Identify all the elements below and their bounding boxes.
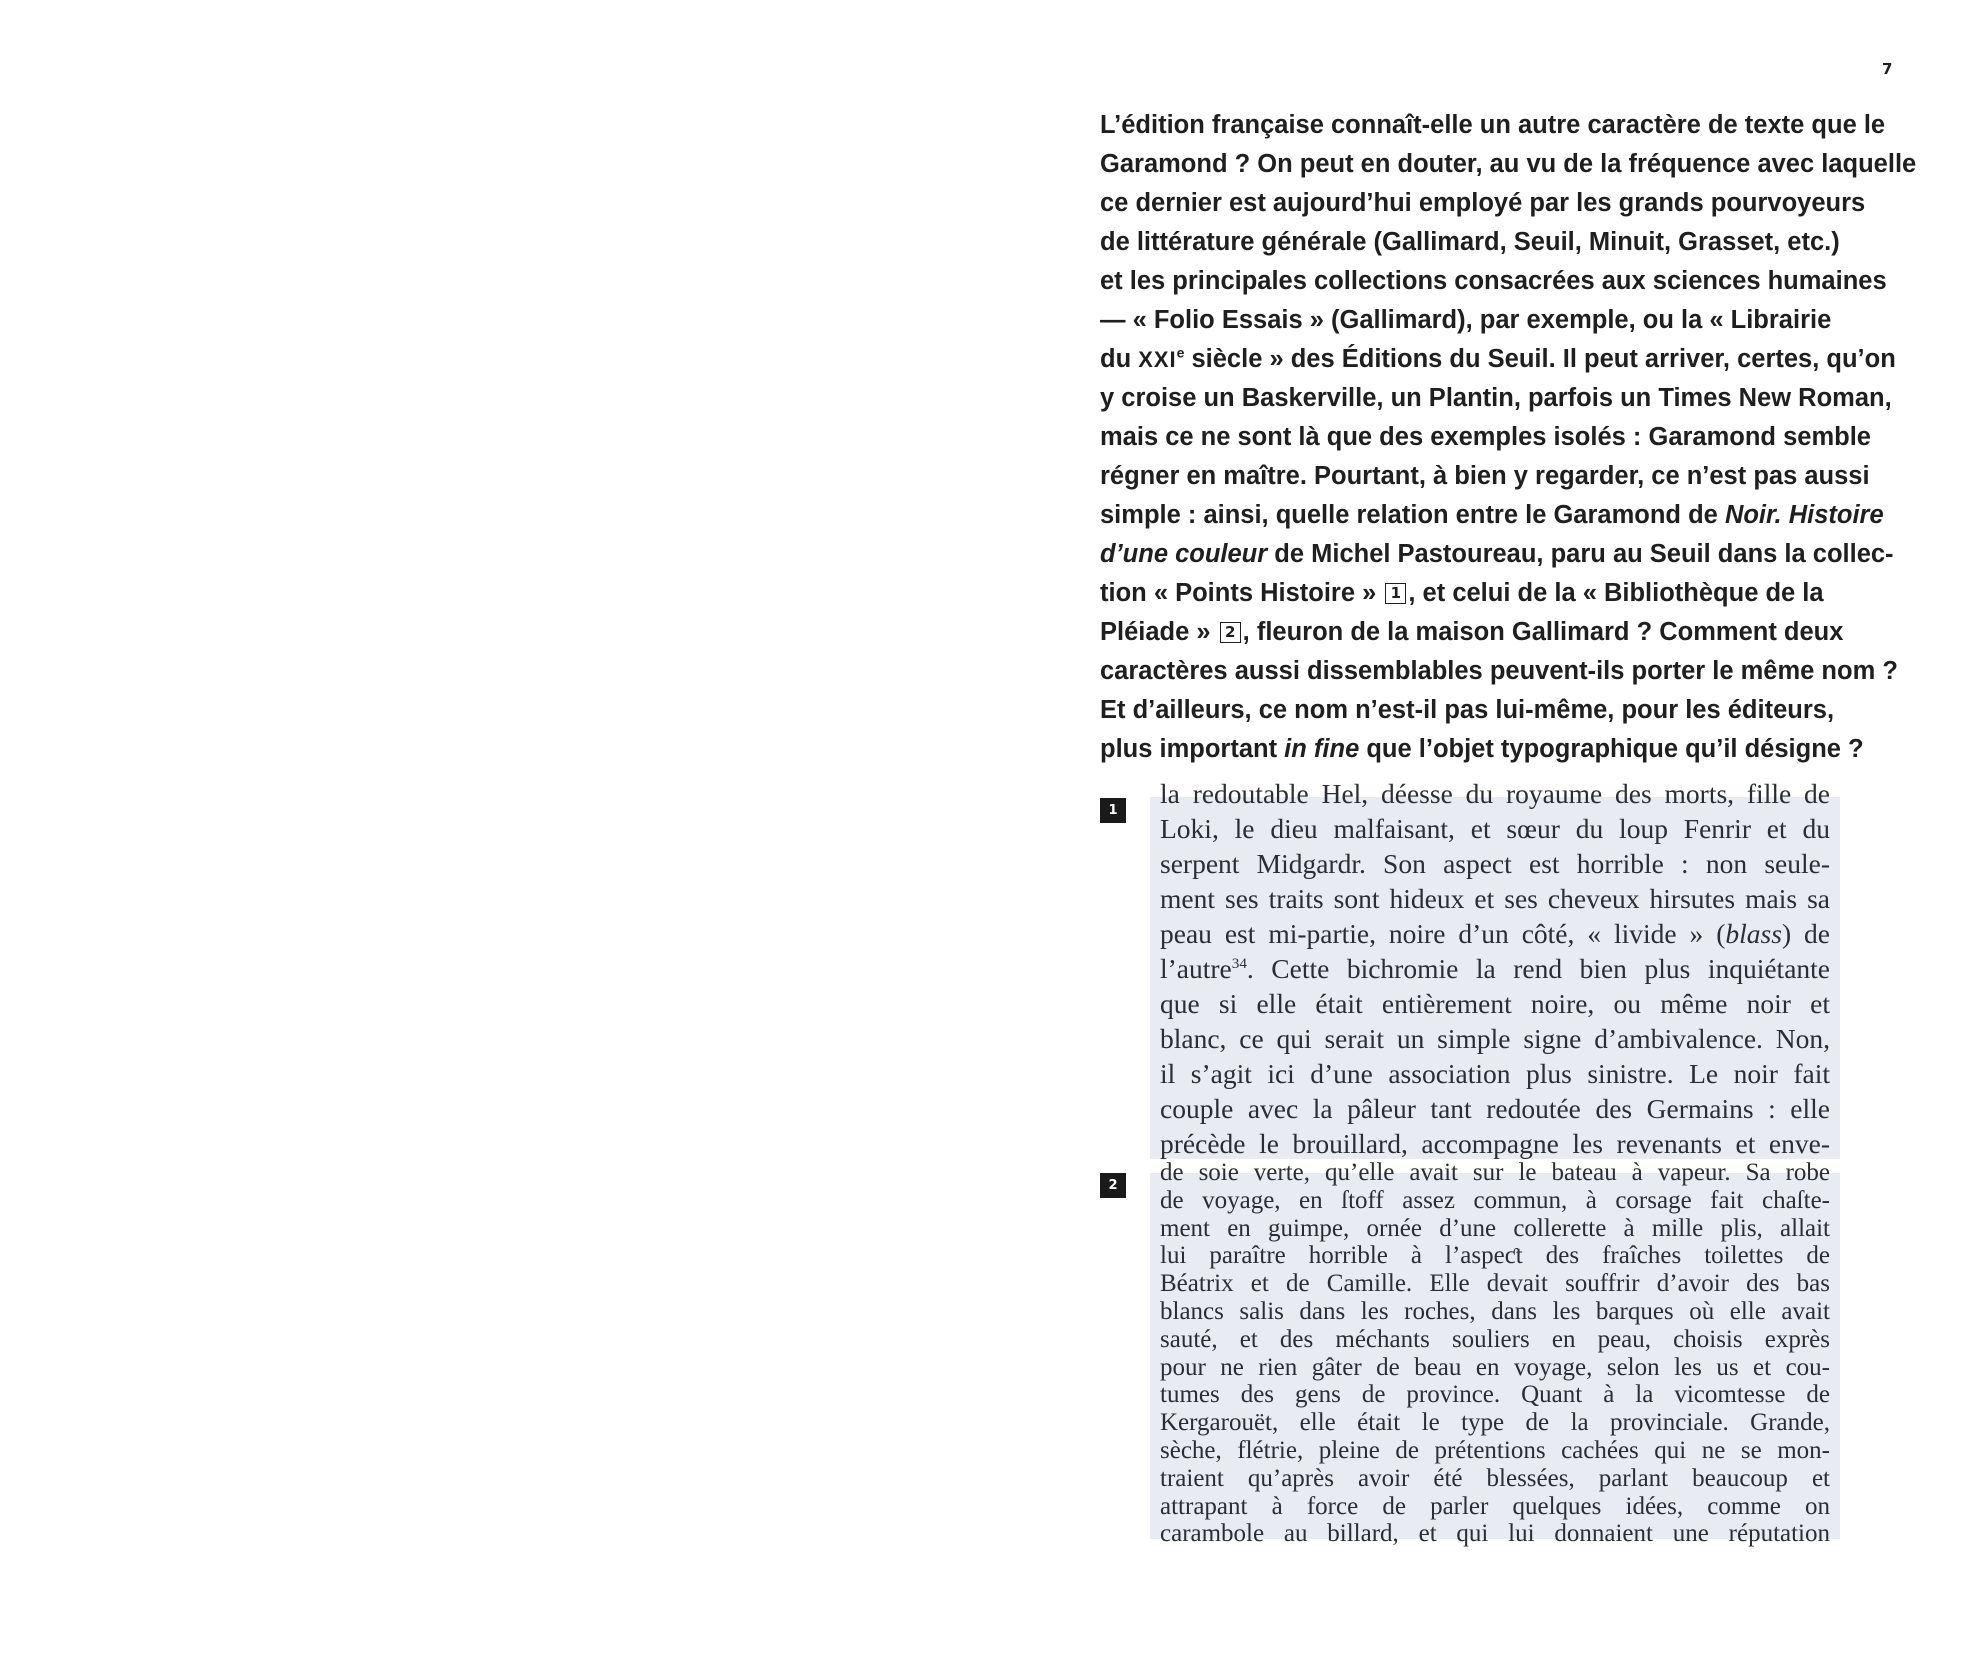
specimen-line: couple avec la pâleur tant redoutée des Germains : elle bbox=[1160, 1093, 1830, 1124]
text-line: Garamond ? On peut en douter, au vu de la fréquence avec laquelle bbox=[1100, 150, 1917, 178]
text-line: plus important in fine que l’objet typographique qu’il désigne ? bbox=[1100, 735, 1864, 763]
superscript: e bbox=[1176, 344, 1185, 361]
specimen-line: peau est mi-partie, noire d’un côté, « livide » (blass) de bbox=[1160, 918, 1830, 949]
specimen-line: sèche, flétrie, pleine de prétentions cachées qui ne se mon- bbox=[1160, 1436, 1830, 1464]
figure-label-1: 1 bbox=[1100, 798, 1126, 823]
specimen-line: que si elle était entièrement noire, ou même noir et bbox=[1160, 988, 1830, 1019]
text-line: mais ce ne sont là que des exemples isolés : Garamond semble bbox=[1100, 423, 1871, 451]
century-numeral: XXI bbox=[1138, 347, 1177, 372]
specimen-image-1 bbox=[1150, 778, 1840, 1159]
text-line: de littérature générale (Gallimard, Seuil, Minuit, Grasset, etc.) bbox=[1100, 228, 1840, 256]
specimen-line: pour ne rien gâter de beau en voyage, selon les us et cou- bbox=[1160, 1353, 1830, 1381]
text-line: ce dernier est aujourd’hui employé par les grands pourvoyeurs bbox=[1100, 189, 1866, 217]
book-title: d’une couleur bbox=[1100, 540, 1268, 568]
specimen-line: de soie verte, qu’elle avait sur le bateau à vapeur. Sa robe bbox=[1160, 1159, 1830, 1186]
text-line: régner en maître. Pourtant, à bien y regarder, ce n’est pas aussi bbox=[1100, 462, 1870, 490]
book-title: Noir. Histoire bbox=[1724, 501, 1884, 529]
specimen-line: ment en guimpe, ornée d’une collerette à mille plis, allait bbox=[1160, 1214, 1830, 1242]
specimen-line: Kergarouët, elle était le type de la provinciale. Grande, bbox=[1160, 1409, 1830, 1437]
page-number: 7 bbox=[1882, 60, 1893, 78]
specimen-line: tumes des gens de province. Quant à la vicomtesse de bbox=[1160, 1381, 1830, 1409]
body-paragraph bbox=[1100, 106, 1917, 769]
specimen-line: traient qu’après avoir été blessées, parlant beaucoup et bbox=[1160, 1464, 1830, 1492]
text-line: L’édition française connaît-elle un autre caractère de texte que le bbox=[1100, 111, 1886, 139]
text-line: et les principales collections consacrées aux sciences humaines bbox=[1100, 267, 1887, 295]
specimen-line: précède le brouillard, accompagne les revenants et enve- bbox=[1160, 1128, 1830, 1159]
figure-label-2: 2 bbox=[1100, 1173, 1126, 1198]
specimen-line: la redoutable Hel, déesse du royaume des morts, fille de bbox=[1160, 778, 1830, 809]
figure-reference-1: 1 bbox=[1385, 583, 1406, 604]
text-line: caractères aussi dissemblables peuvent-ils porter le même nom ? bbox=[1100, 657, 1898, 685]
specimen-line: Béatrix et de Camille. Elle devait souffrir d’avoir des bas bbox=[1160, 1270, 1830, 1298]
text-line: simple : ainsi, quelle relation entre le Garamond de Noir. Histoire bbox=[1100, 501, 1884, 529]
text-line: y croise un Baskerville, un Plantin, parfois un Times New Roman, bbox=[1100, 384, 1892, 412]
latin-phrase: in fine bbox=[1284, 735, 1360, 763]
specimen-line: ment ses traits sont hideux et ses cheveux hirsutes mais sa bbox=[1160, 883, 1830, 914]
specimen-line: l’autre$^{34}$. Cette bichromie la rend bien plus inquiétante bbox=[1160, 953, 1830, 984]
specimen-line: lui paraître horrible à l’aspeƈt des fraîches toilettes de bbox=[1160, 1242, 1830, 1270]
figure-reference-2: 2 bbox=[1220, 622, 1241, 643]
specimen-line: sauté, et des méchants souliers en peau, choisis exprès bbox=[1160, 1325, 1830, 1353]
specimen-line: carambole au billard, et qui lui donnaient une réputation bbox=[1160, 1520, 1830, 1548]
specimen-line: blanc, ce qui serait un simple signe d’ambivalence. Non, bbox=[1160, 1023, 1830, 1054]
specimen-line: serpent Midgardr. Son aspect est horrible : non seule- bbox=[1160, 848, 1830, 879]
text-line: — « Folio Essais » (Gallimard), par exemple, ou la « Librairie bbox=[1100, 306, 1832, 334]
specimen-line: blancs salis dans les roches, dans les barques où elle avait bbox=[1160, 1297, 1830, 1325]
text-line: Pléiade » 2 , fleuron de la maison Gallimard ? Comment deux bbox=[1100, 618, 1844, 646]
footnote-marker: 34 bbox=[1231, 955, 1247, 972]
specimen-line: il s’agit ici d’une association plus sinistre. Le noir fait bbox=[1160, 1058, 1830, 1089]
text-line: Et d’ailleurs, ce nom n’est-il pas lui-même, pour les éditeurs, bbox=[1100, 696, 1835, 724]
text-line: d’une couleur de Michel Pastoureau, paru au Seuil dans la collec- bbox=[1100, 540, 1894, 568]
specimen-line: de voyage, en ſtoff assez commun, à corsage fait chaſte- bbox=[1160, 1186, 1830, 1214]
specimen-line: attrapant à force de parler quelques idées, comme on bbox=[1160, 1492, 1830, 1520]
text-line: du XXIe siècle » des Éditions du Seuil. Il peut arriver, certes, qu’on bbox=[1100, 344, 1896, 373]
text-line: tion « Points Histoire » 1 , et celui de la « Bibliothèque de la bbox=[1100, 579, 1824, 607]
specimen-image-2 bbox=[1150, 1159, 1840, 1548]
specimen-line: Loki, le dieu malfaisant, et sœur du loup Fenrir et du bbox=[1160, 813, 1830, 844]
